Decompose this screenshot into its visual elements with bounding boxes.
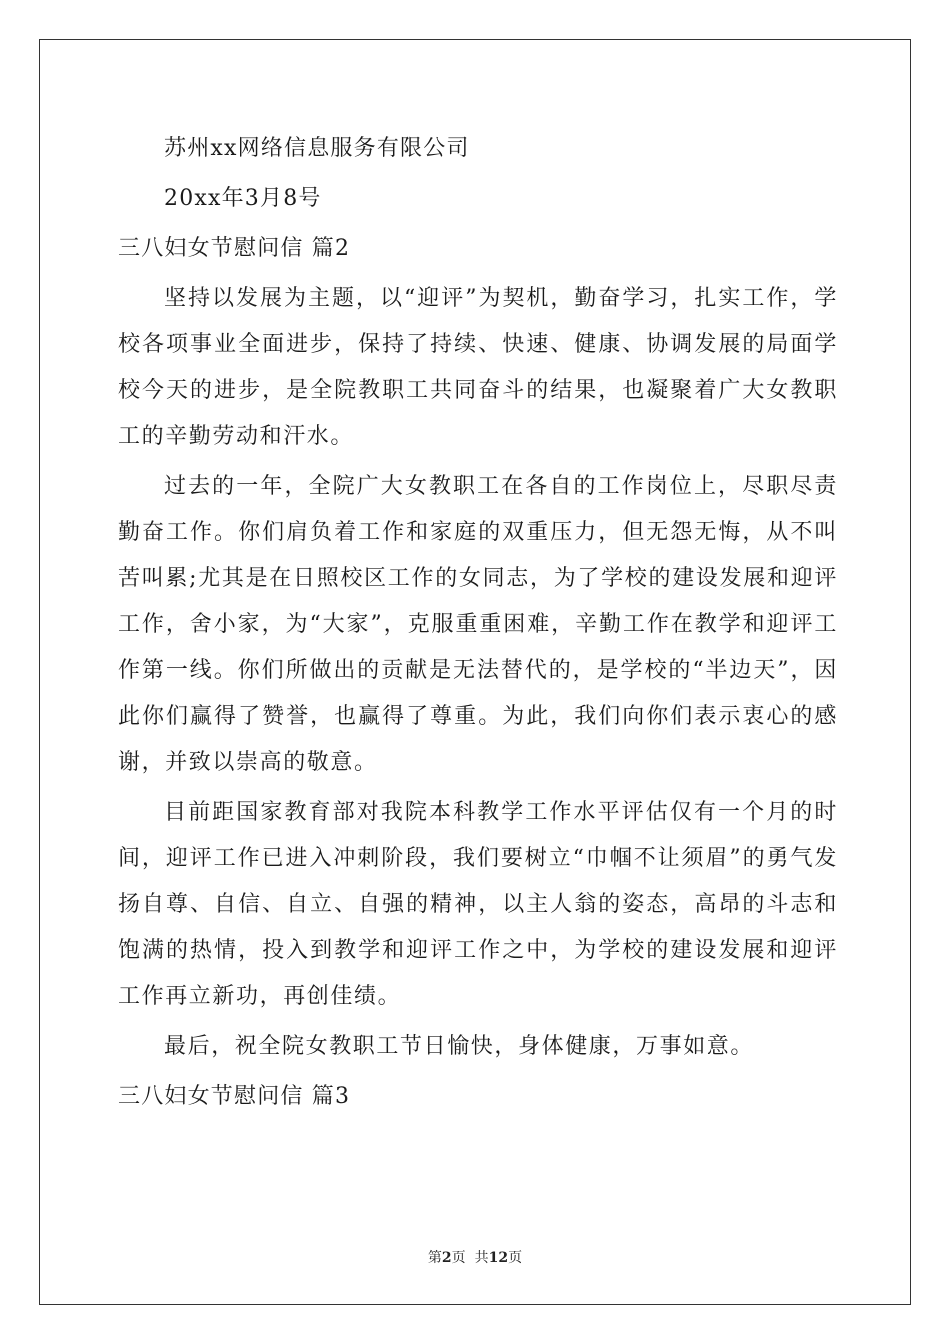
section-heading-3: 三八妇女节慰问信 篇3 <box>118 1084 351 1109</box>
document-body <box>118 126 838 1120</box>
footer-total-pages: 12 <box>488 1250 509 1266</box>
signature-date: 20xx年3月8号 <box>164 186 322 211</box>
section-heading-2: 三八妇女节慰问信 篇2 <box>118 236 351 261</box>
footer-page-number: 2 <box>441 1250 452 1266</box>
signature-company: 苏州xx网络信息服务有限公司 <box>164 136 470 161</box>
footer-prefix: 第 <box>427 1250 442 1266</box>
page-footer <box>0 1247 950 1267</box>
paragraph-3: 目前距国家教育部对我院本科教学工作水平评估仅有一个月的时间，迎评工作已进入冲刺阶段，我们要树立“巾帼不让须眉”的勇气发扬自尊、自信、自立、自强的精神，以主人翁的姿态，高昂的斗志和饱满的热情，投入到教学和迎评工作之中，为学校的建设发展和迎评工作再立新功，再创佳绩。 <box>118 800 838 1009</box>
paragraph-1: 坚持以发展为主题，以“迎评”为契机，勤奋学习，扎实工作，学校各项事业全面进步，保持了持续、快速、健康、协调发展的局面学校今天的进步，是全院教职工共同奋斗的结果，也凝聚着广大女教职工的辛勤劳动和汗水。 <box>118 286 838 449</box>
footer-middle: 页 共 <box>451 1250 489 1266</box>
paragraph-4: 最后，祝全院女教职工节日愉快，身体健康，万事如意。 <box>164 1034 755 1059</box>
footer-suffix: 页 <box>508 1250 523 1266</box>
paragraph-2: 过去的一年，全院广大女教职工在各自的工作岗位上，尽职尽责勤奋工作。你们肩负着工作和家庭的双重压力，但无怨无悔，从不叫苦叫累;尤其是在日照校区工作的女同志，为了学校的建设发展和迎评工作，舍小家，为“大家”，克服重重困难，辛勤工作在教学和迎评工作第一线。你们所做出的贡献是无法替代的，是学校的“半边天”，因此你们赢得了赞誉，也赢得了尊重。为此，我们向你们表示衷心的感谢，并致以崇高的敬意。 <box>118 474 838 775</box>
